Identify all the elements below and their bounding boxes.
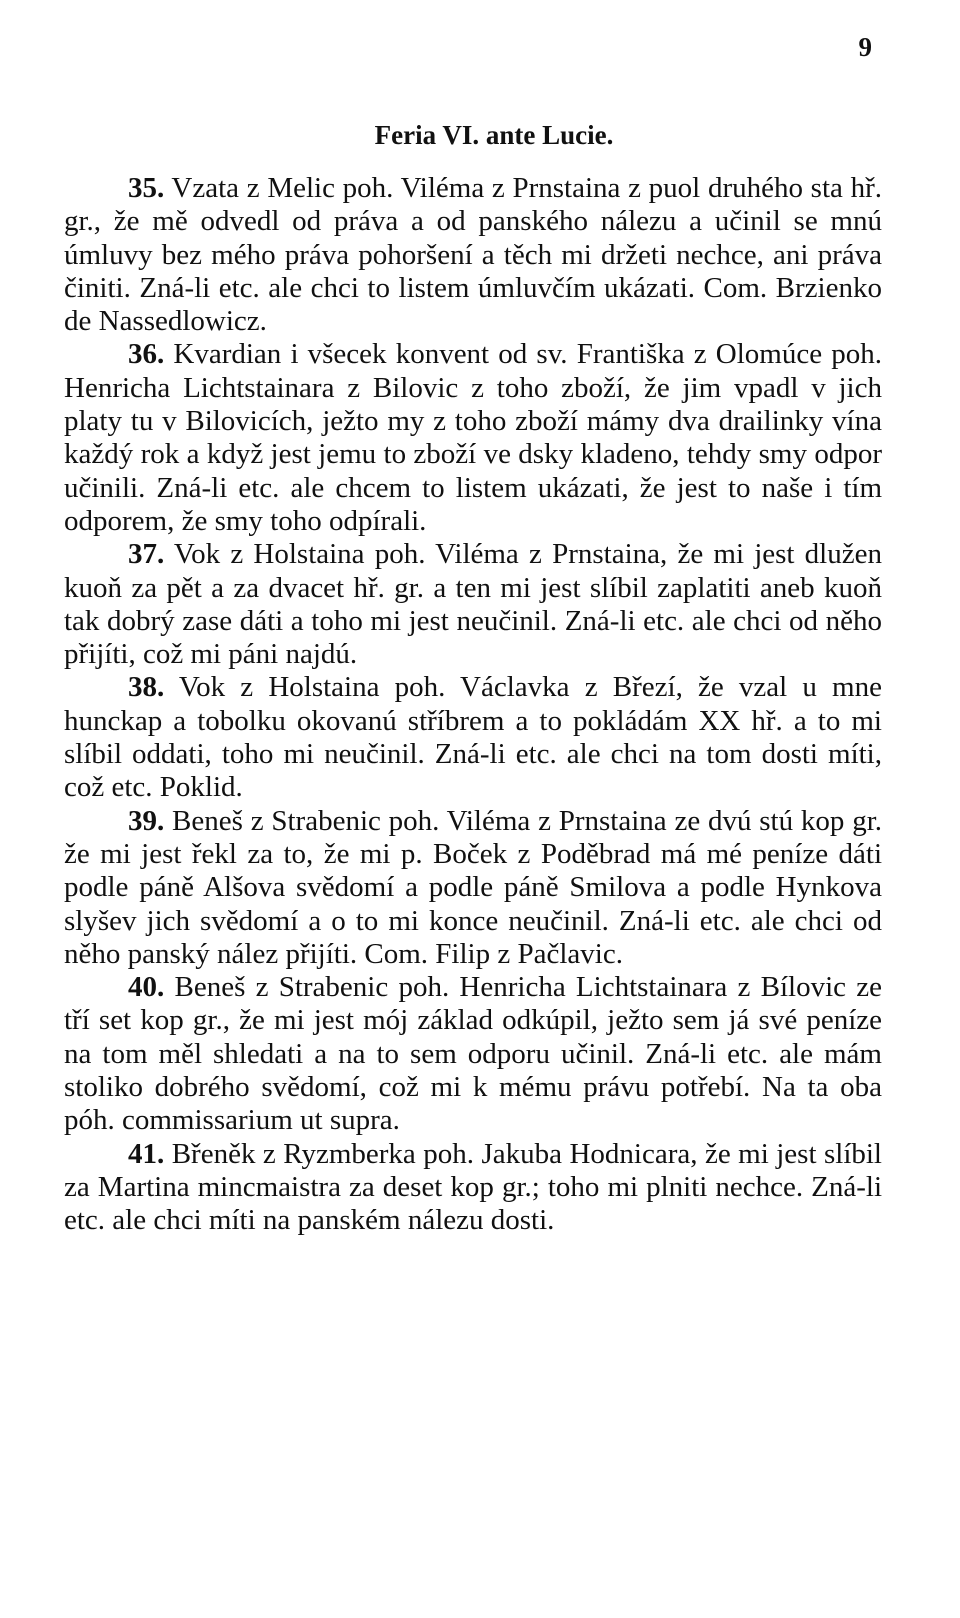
entry-text: Vok z Holstaina poh. Václavka z Březí, že vzal u mne hunckap a tobolku okovanú stříbrem a to pokládám XX hř. a to mi slíbil oddati, toho mi neučinil. Zná-li etc. ale chci na tom dosti míti, což etc. Poklid. (64, 671, 882, 804)
entry-text: Kvardian i všecek konvent od sv. Františka z Olomúce poh. Henricha Lichtstainara z Bilovic z toho zboží, že jim vpadl v jich platy tu v Bilovicích, ježto my z toho zboží mámy dva drailinky vína každý rok a když jest jemu to zboží ve dsky kladeno, tehdy smy odpor učinili. Zná-li etc. ale chcem to listem ukázati, že jest to naše i tím odporem, že smy toho odpírali. (64, 338, 882, 537)
section-title: Feria VI. ante Lucie. (374, 120, 614, 150)
entry-text: Břeněk z Ryzmberka poh. Jakuba Hodnicara, že mi jest slíbil za Martina mincmaistra za deset kop gr.; toho mi plniti nechce. Zná-li etc. ale chci míti na panském nálezu dosti. (64, 1137, 882, 1237)
entry-number: 35. (128, 172, 165, 204)
entry-41 (64, 1138, 882, 1238)
entry-number: 40. (128, 971, 165, 1004)
entry-35 (64, 172, 882, 338)
entry-number: 38. (128, 671, 165, 704)
entry-40 (64, 971, 882, 1137)
entry-text: Beneš z Strabenic poh. Viléma z Prnstaina ze dvú stú kop gr. že mi jest řekl za to, že mi p. Boček z Poděbrad má mé peníze dáti podle páně Alšova svědomí a podle páně Smilova a podle Hynkova slyšev jich svědomí a o to mi konce neučinil. Zná-li etc. ale chci od něho panský nález přijíti. Com. Filip z Pačlavic. (64, 804, 882, 970)
entry-number: 41. (128, 1137, 165, 1170)
entry-39 (64, 805, 882, 971)
entry-number: 37. (128, 538, 165, 571)
entry-38 (64, 671, 882, 804)
entry-text: Beneš z Strabenic poh. Henricha Lichtstainara z Bílovic ze tří set kop gr., že mi jest mój základ odkúpil, ježto sem já své peníze na tom měl shledati a na to sem odporu učinil. Zná-li etc. ale mám stoliko dobrého svědomí, což mi k mému právu potřebí. Na ta oba póh. commissarium ut supra. (64, 971, 882, 1137)
entries-list (64, 172, 882, 1238)
entry-number: 36. (128, 338, 165, 371)
entry-text: Vok z Holstaina poh. Viléma z Prnstaina, že mi jest dlužen kuoň za pět a za dvacet hř. gr. a ten mi jest slíbil zaplatiti aneb kuoň tak dobrý zase dáti a toho mi jest neučinil. Zná-li etc. ale chci od něho přijíti, což mi páni najdú. (64, 538, 882, 671)
entry-text: Vzata z Melic poh. Viléma z Prnstaina z puol druhého sta hř. gr., že mě odvedl od práva a od panského nálezu a učinil se mnú úmluvy bez mého práva pohoršení a těch mi držeti nechce, ani práva činiti. Zná-li etc. ale chci to listem úmluvčím ukázati. Com. Brzienko de Nassedlowicz. (64, 172, 882, 338)
page-number: 9 (858, 32, 872, 62)
entry-36 (64, 338, 882, 538)
entry-37 (64, 538, 882, 671)
entry-number: 39. (128, 804, 165, 837)
